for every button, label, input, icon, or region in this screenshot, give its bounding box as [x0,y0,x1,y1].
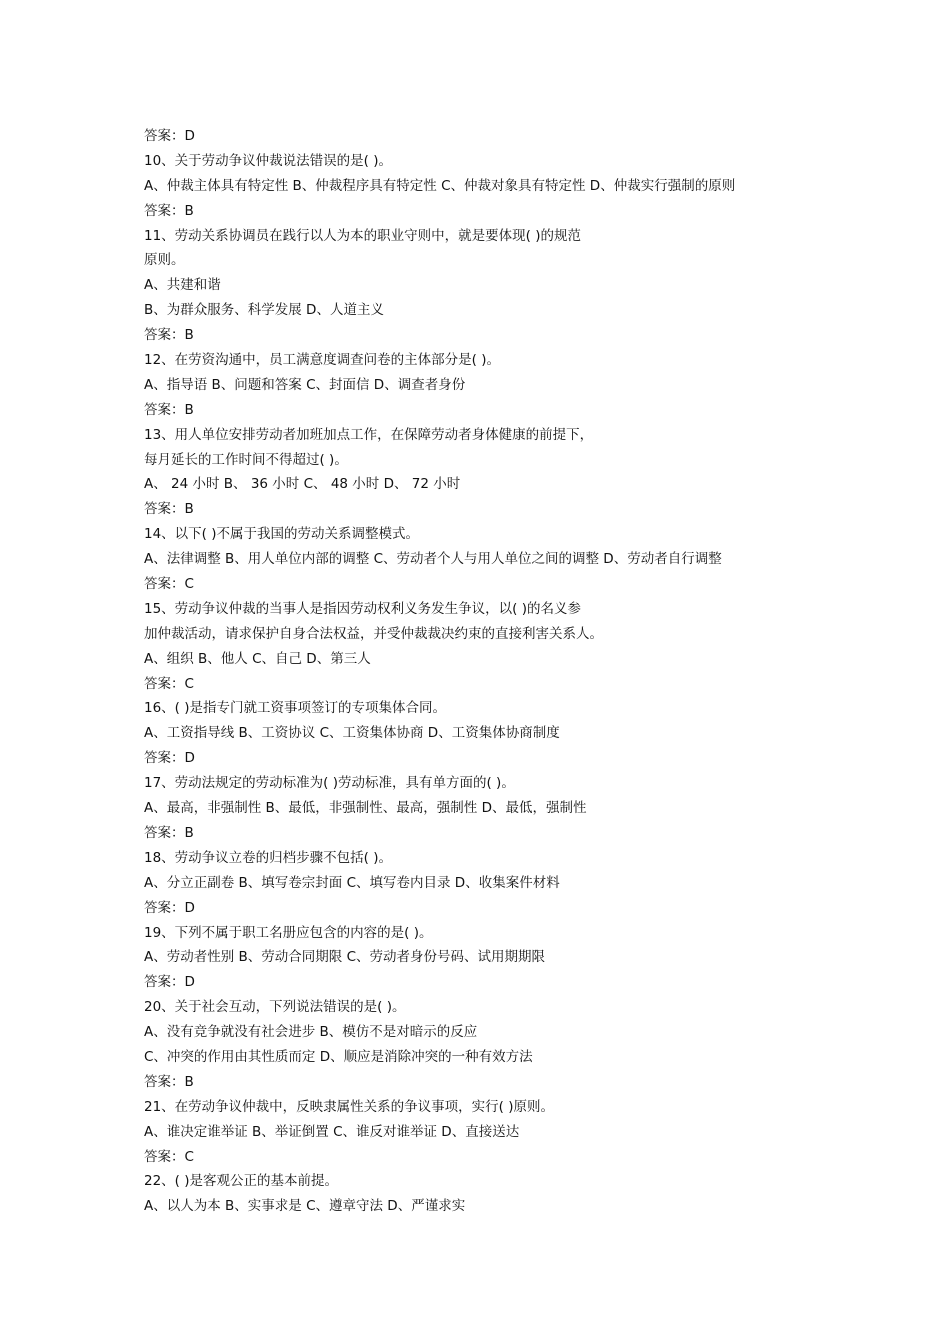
text-line: A、 24 小时 B、 36 小时 C、 48 小时 D、 72 小时 [144,476,461,493]
text-line: 答案：C [144,576,194,593]
text-line: 17、劳动法规定的劳动标准为( )劳动标准，具有单方面的( )。 [144,775,515,792]
text-line: 18、劳动争议立卷的归档步骤不包括( )。 [144,849,393,866]
text-line: A、工资指导线 B、工资协议 C、工资集体协商 D、工资集体协商制度 [144,725,560,742]
text-line: 答案：D [144,899,195,916]
text-line: 21、在劳动争议仲裁中，反映隶属性关系的争议事项，实行( )原则。 [144,1098,555,1115]
text-line: 答案：B [144,202,194,219]
text-line: 答案：D [144,128,195,144]
text-line: 答案：B [144,1073,194,1090]
text-line: 20、关于社会互动，下列说法错误的是( )。 [144,999,406,1016]
text-line: 原则。 [144,252,185,269]
text-line: A、共建和谐 [144,277,221,294]
text-line: 加仲裁活动，请求保护自身合法权益，并受仲裁裁决约束的直接利害关系人。 [144,625,603,642]
text-line: 15、劳动争议仲裁的当事人是指因劳动权利义务发生争议，以( )的名义参 [144,600,582,617]
text-line: 答案：B [144,327,194,344]
text-line: A、分立正副卷 B、填写卷宗封面 C、填写卷内目录 D、收集案件材料 [144,874,560,891]
text-line: A、谁决定谁举证 B、举证倒置 C、谁反对谁举证 D、直接送达 [144,1123,520,1140]
text-line: 10、关于劳动争议仲裁说法错误的是( )。 [144,152,393,169]
text-line: A、组织 B、他人 C、自己 D、第三人 [144,650,371,667]
text-line: 每月延长的工作时间不得超过( )。 [144,451,348,468]
text-line: 16、( )是指专门就工资事项签订的专项集体合同。 [144,700,447,717]
text-line: 12、在劳资沟通中，员工满意度调查问卷的主体部分是( )。 [144,352,501,369]
text-line: 13、用人单位安排劳动者加班加点工作，在保障劳动者身体健康的前提下， [144,426,594,443]
text-line: A、法律调整 B、用人单位内部的调整 C、劳动者个人与用人单位之间的调整 D、劳动者自行调整 [144,551,722,568]
text-line: 答案：B [144,401,194,418]
text-line: A、指导语 B、问题和答案 C、封面信 D、调查者身份 [144,376,466,393]
text-line: B、为群众服务、科学发展 D、人道主义 [144,302,384,319]
text-line: 19、下列不属于职工名册应包含的内容的是( )。 [144,924,433,941]
text-line: A、劳动者性别 B、劳动合同期限 C、劳动者身份号码、试用期期限 [144,949,546,966]
text-line: 答案：C [144,1148,194,1165]
text-line: 11、劳动关系协调员在践行以人为本的职业守则中，就是要体现( )的规范 [144,227,582,244]
text-line: 答案：B [144,824,194,841]
text-line: 答案：C [144,675,194,692]
text-line: 答案：D [144,974,195,991]
text-line: 答案：B [144,501,194,518]
text-line: C、冲突的作用由其性质而定 D、顺应是消除冲突的一种有效方法 [144,1048,533,1065]
text-line: A、仲裁主体具有特定性 B、仲裁程序具有特定性 C、仲裁对象具有特定性 D、仲裁实行强制的原则 [144,177,736,194]
text-line: 答案：D [144,750,195,767]
text-line: A、最高，非强制性 B、最低，非强制性、最高，强制性 D、最低，强制性 [144,800,587,817]
text-line: A、以人为本 B、实事求是 C、遵章守法 D、严谨求实 [144,1198,466,1215]
text-line: 22、( )是客观公正的基本前提。 [144,1173,339,1190]
text-line: A、没有竞争就没有社会进步 B、模仿不是对暗示的反应 [144,1024,478,1041]
text-line: 14、以下( )不属于我国的劳动关系调整模式。 [144,526,420,543]
document-body [144,124,824,1219]
